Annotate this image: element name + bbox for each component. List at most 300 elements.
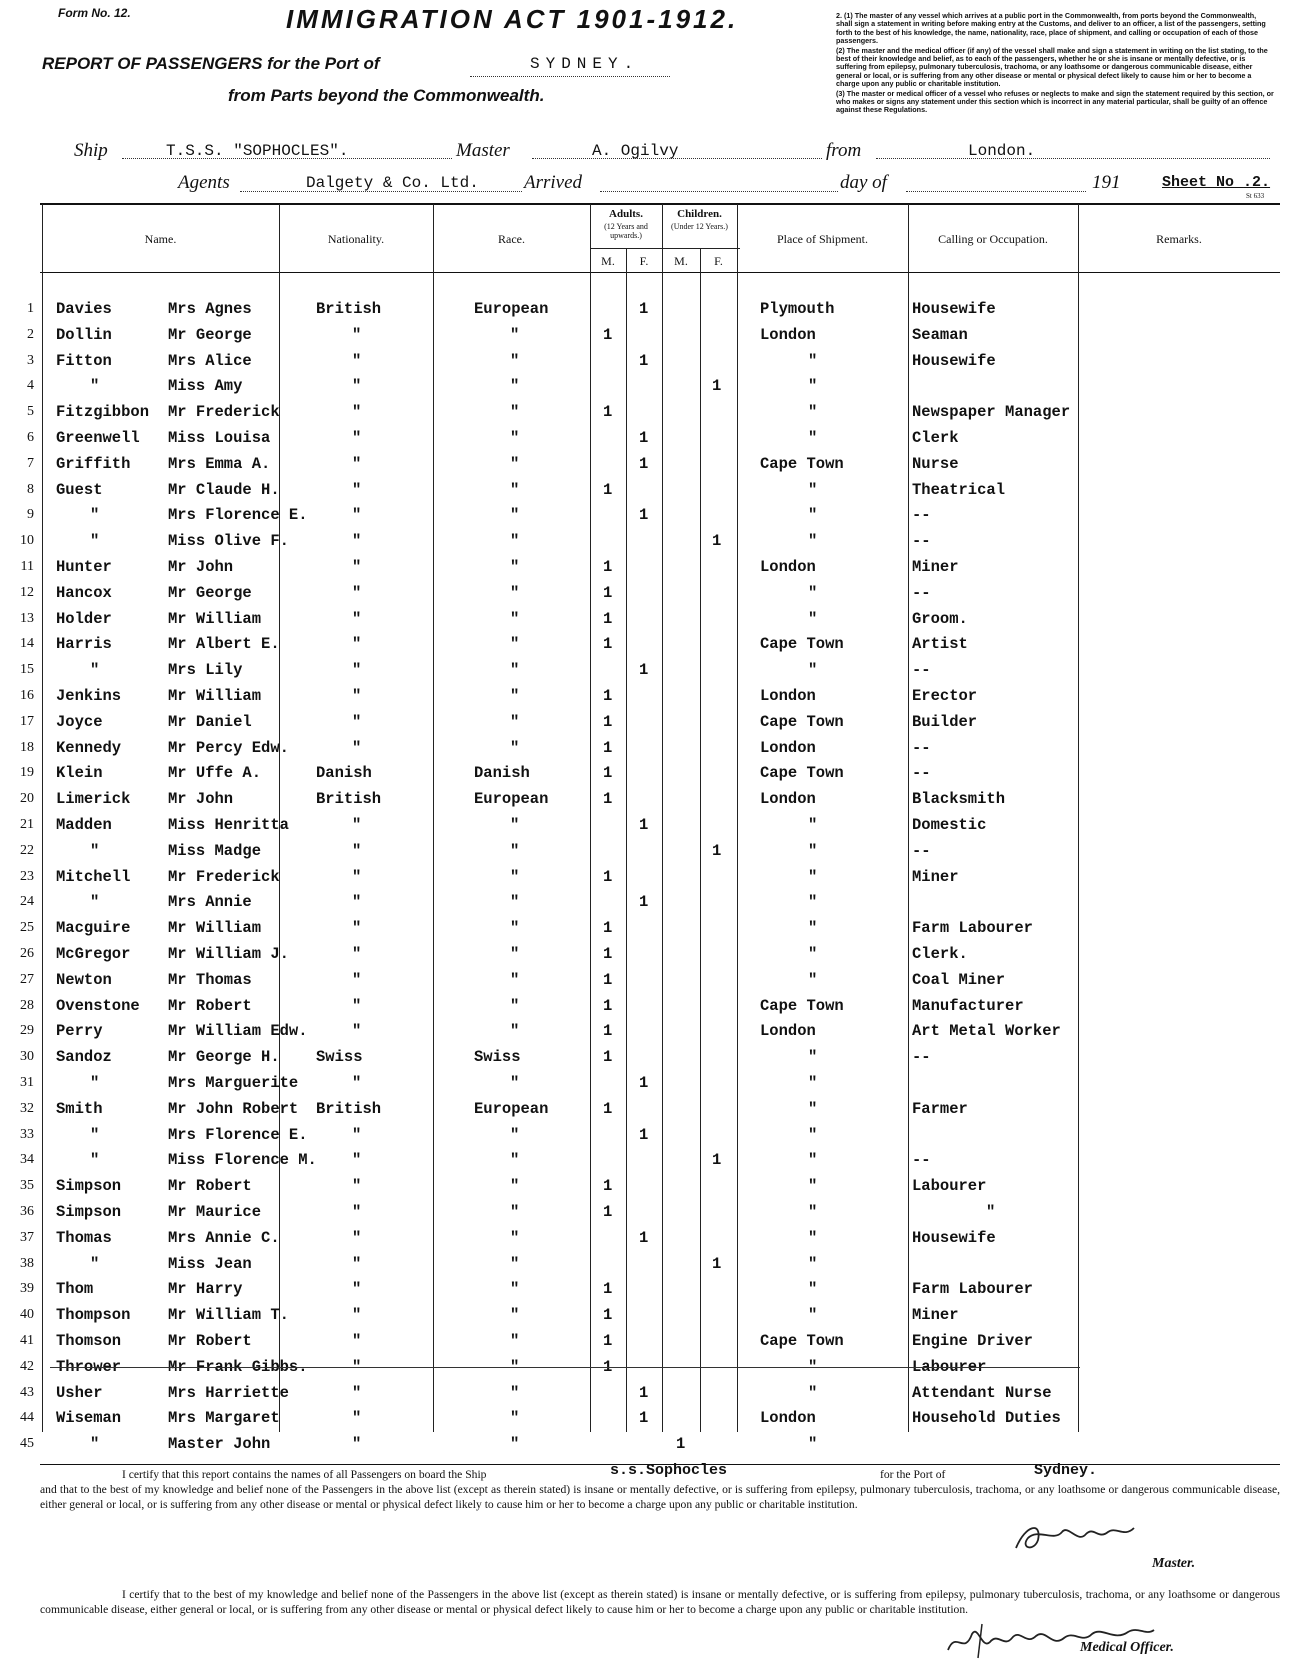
passenger-adult-female: 1 bbox=[639, 429, 649, 447]
passenger-nationality: " bbox=[352, 1074, 362, 1092]
passenger-given-name: Miss Amy bbox=[168, 377, 243, 396]
passenger-adult-male: 1 bbox=[603, 325, 613, 344]
passenger-surname: Fitton bbox=[56, 351, 112, 370]
passenger-occupation: Labourer bbox=[912, 1177, 987, 1196]
passenger-surname: Simpson bbox=[56, 1177, 122, 1196]
passenger-occupation: Domestic bbox=[912, 816, 987, 834]
passenger-surname: Hancox bbox=[56, 583, 112, 602]
passenger-place-of-shipment: London bbox=[760, 1022, 816, 1041]
table-row bbox=[0, 1122, 1294, 1147]
table-row bbox=[0, 451, 1294, 476]
passenger-place-of-shipment: " bbox=[808, 816, 818, 834]
passenger-adult-male: 1 bbox=[603, 1048, 613, 1067]
passenger-row-number: 22 bbox=[20, 842, 34, 858]
table-row bbox=[0, 1018, 1294, 1043]
table-row bbox=[0, 580, 1294, 605]
passenger-row-number: 1 bbox=[27, 301, 34, 316]
passenger-surname: Jenkins bbox=[56, 687, 122, 705]
passenger-given-name: Mr Harry bbox=[168, 1280, 243, 1299]
passenger-occupation: Coal Miner bbox=[912, 970, 1006, 989]
passenger-surname: Thompson bbox=[56, 1306, 131, 1325]
master-name: A. Ogilvy bbox=[592, 142, 679, 160]
from-label: from bbox=[826, 140, 862, 161]
passenger-race: " bbox=[510, 945, 520, 963]
passenger-nationality: " bbox=[352, 867, 362, 886]
passenger-child-female: 1 bbox=[712, 841, 722, 860]
passenger-row-number: 42 bbox=[20, 1358, 34, 1374]
passenger-given-name: Mrs Florence E. bbox=[168, 506, 308, 525]
sheet-number bbox=[1162, 174, 1270, 191]
passenger-surname: Thomson bbox=[56, 1332, 122, 1350]
passenger-row-number: 19 bbox=[20, 765, 34, 781]
passenger-race: " bbox=[510, 1409, 520, 1428]
passenger-surname: Mitchell bbox=[56, 867, 131, 886]
passenger-surname: Madden bbox=[56, 816, 112, 834]
table-row bbox=[0, 889, 1294, 914]
col-header-name: Name. bbox=[144, 232, 177, 246]
passenger-race: " bbox=[510, 609, 520, 628]
passenger-nationality: British bbox=[316, 1099, 382, 1118]
passenger-row-number: 26 bbox=[20, 946, 34, 961]
passenger-place-of-shipment: Cape Town bbox=[760, 454, 844, 473]
table-top-rule bbox=[40, 203, 1280, 205]
passenger-row-number: 13 bbox=[20, 610, 34, 626]
passenger-nationality: " bbox=[352, 841, 362, 860]
passenger-occupation: -- bbox=[912, 1048, 931, 1067]
passenger-adult-male: 1 bbox=[603, 687, 613, 705]
regulation-note-3: (3) The master or medical officer of a vessel who refuses or neglects to make and sign the statement required by this section, or who makes or signs any statement under this section which is incorrect in any material particular, shall be guilty of an offence against these Regulations. bbox=[836, 88, 1274, 115]
table-row bbox=[0, 554, 1294, 579]
passenger-race: " bbox=[510, 996, 520, 1015]
passenger-place-of-shipment: " bbox=[808, 377, 818, 396]
col-header-place: Place of Shipment. bbox=[777, 232, 868, 246]
passenger-adult-male: 1 bbox=[603, 738, 613, 757]
passenger-given-name: Miss Henritta bbox=[168, 816, 289, 834]
passenger-row-number: 32 bbox=[20, 1100, 34, 1116]
col-header-children-sub: (Under 12 Years.) bbox=[671, 222, 728, 231]
passenger-place-of-shipment: " bbox=[808, 480, 818, 499]
passenger-place-of-shipment: " bbox=[808, 351, 818, 370]
passenger-place-of-shipment: London bbox=[760, 738, 816, 757]
table-row bbox=[0, 1302, 1294, 1327]
passenger-race: " bbox=[510, 712, 520, 731]
passenger-nationality: " bbox=[352, 1409, 362, 1428]
table-row bbox=[0, 1044, 1294, 1069]
passenger-place-of-shipment: London bbox=[760, 790, 816, 809]
passenger-adult-male: 1 bbox=[603, 1280, 613, 1299]
passenger-place-of-shipment: " bbox=[808, 1099, 818, 1118]
passenger-surname: Fitzgibbon bbox=[56, 403, 150, 422]
passenger-occupation: -- bbox=[912, 583, 931, 602]
passenger-race: " bbox=[510, 480, 520, 499]
passenger-given-name: Mrs Marguerite bbox=[168, 1074, 299, 1092]
passenger-nationality: " bbox=[352, 1280, 362, 1299]
passenger-occupation: -- bbox=[912, 532, 931, 551]
passenger-adult-male: 1 bbox=[603, 919, 613, 938]
passenger-adult-male: 1 bbox=[603, 970, 613, 989]
passenger-nationality: " bbox=[352, 1254, 362, 1273]
passenger-occupation: Attendant Nurse bbox=[912, 1383, 1052, 1402]
passenger-place-of-shipment: " bbox=[808, 506, 818, 525]
passenger-occupation: Erector bbox=[912, 687, 978, 705]
table-row bbox=[0, 1354, 1294, 1379]
ship-label: Ship bbox=[74, 140, 108, 161]
passenger-given-name: Mr Daniel bbox=[168, 712, 252, 731]
passenger-nationality: " bbox=[352, 480, 362, 499]
passenger-adult-male: 1 bbox=[603, 945, 613, 963]
passenger-given-name: Mr Maurice bbox=[168, 1203, 262, 1221]
passenger-place-of-shipment: " bbox=[808, 1203, 818, 1221]
agents-name: Dalgety & Co. Ltd. bbox=[306, 174, 479, 192]
passenger-surname: Davies bbox=[56, 300, 112, 318]
passenger-given-name: Mr Robert bbox=[168, 1332, 252, 1350]
passenger-given-name: Mr John bbox=[168, 790, 234, 809]
passenger-occupation: Miner bbox=[912, 1306, 959, 1325]
agents-label: Agents bbox=[178, 172, 230, 193]
passenger-place-of-shipment: Cape Town bbox=[760, 764, 844, 783]
passenger-race: " bbox=[510, 687, 520, 705]
table-row bbox=[0, 786, 1294, 811]
passenger-row-number: 2 bbox=[27, 326, 34, 342]
passenger-race: European bbox=[474, 300, 549, 318]
passenger-nationality: " bbox=[352, 738, 362, 757]
passenger-nationality: " bbox=[352, 325, 362, 344]
regulation-note-1: 2. (1) The master of any vessel which arrives at a public port in the Commonwealth, from ports beyond the Commonwealth, shall sign a statement in writing before making entry at the Customs, and deliver to an officer, a list of the passengers, setting forth to the best of his knowledge, the name, nationality, race, place of shipment, and calling or occupation of each of those passengers. bbox=[836, 11, 1266, 46]
passenger-nationality: British bbox=[316, 300, 382, 318]
passenger-race: " bbox=[510, 841, 520, 860]
passenger-row-number: 3 bbox=[27, 352, 34, 368]
passenger-child-female: 1 bbox=[712, 1254, 722, 1273]
passenger-nationality: " bbox=[352, 1357, 362, 1376]
passenger-nationality: " bbox=[352, 1435, 362, 1454]
passenger-race: " bbox=[510, 1383, 520, 1402]
passenger-row-number: 20 bbox=[20, 791, 34, 807]
master-cert-part2: for the Port of bbox=[880, 1468, 946, 1481]
passenger-row-number: 11 bbox=[20, 559, 34, 574]
passenger-surname: " bbox=[90, 1125, 100, 1144]
passenger-occupation: Labourer bbox=[912, 1357, 987, 1376]
passenger-surname: Greenwell bbox=[56, 429, 140, 447]
table-row bbox=[0, 709, 1294, 734]
passenger-nationality: " bbox=[352, 1125, 362, 1144]
passenger-place-of-shipment: " bbox=[808, 1074, 818, 1092]
passenger-occupation: Farm Labourer bbox=[912, 919, 1033, 938]
passenger-race: " bbox=[510, 325, 520, 344]
passenger-row-number: 18 bbox=[20, 739, 34, 755]
table-row bbox=[0, 1251, 1294, 1276]
passenger-place-of-shipment: " bbox=[808, 1125, 818, 1144]
passenger-nationality: " bbox=[352, 558, 362, 576]
passenger-nationality: British bbox=[316, 790, 382, 809]
master-certification bbox=[40, 1462, 1280, 1512]
passenger-place-of-shipment: " bbox=[808, 661, 818, 680]
passenger-race: European bbox=[474, 790, 549, 809]
passenger-row-number: 25 bbox=[20, 920, 34, 936]
passenger-child-female: 1 bbox=[712, 1151, 722, 1170]
passenger-adult-female: 1 bbox=[639, 300, 649, 318]
col-header-child-m: M. bbox=[674, 254, 688, 268]
passenger-occupation: -- bbox=[912, 738, 931, 757]
passenger-given-name: Mr Frederick bbox=[168, 403, 280, 422]
table-row bbox=[0, 1199, 1294, 1224]
passenger-nationality: " bbox=[352, 996, 362, 1015]
col-header-adult-f: F. bbox=[639, 254, 649, 268]
passenger-race: " bbox=[510, 893, 520, 912]
passenger-place-of-shipment: " bbox=[808, 1177, 818, 1196]
passenger-place-of-shipment: " bbox=[808, 867, 818, 886]
passenger-place-of-shipment: " bbox=[808, 919, 818, 938]
passenger-occupation: -- bbox=[912, 1151, 931, 1170]
passenger-place-of-shipment: " bbox=[808, 1254, 818, 1273]
passenger-adult-female: 1 bbox=[639, 816, 649, 834]
passenger-place-of-shipment: Cape Town bbox=[760, 996, 844, 1015]
passenger-surname: Joyce bbox=[56, 712, 103, 731]
col-header-nationality: Nationality. bbox=[327, 232, 385, 246]
master-cert-part1: I certify that this report contains the names of all Passengers on board the Ship bbox=[122, 1468, 487, 1481]
passenger-given-name: Mr George bbox=[168, 325, 252, 344]
passenger-row-number: 33 bbox=[20, 1126, 34, 1142]
passenger-race: " bbox=[510, 1203, 520, 1221]
regulation-note-2: (2) The master and the medical officer (if any) of the vessel shall make and sign a statement in writing on the list stating, to the best of their knowledge and belief, as to each of the passengers, whether he or she is insane or mentally defective, or is suffering from epilepsy, pulmonary tuberculosis, trachoma, or any loathsome or dangerous communicable disease, either general or local, or is suffering from any other disease or mental or physical defect likely to cause him or her to become a charge upon any public or charitable institution. bbox=[836, 45, 1268, 89]
master-cert-part3: and that to the best of my knowledge and belief none of the Passengers in the above list (except as therein stated) is insane or mentally defective, or is suffering from epilepsy, pulmonary tuberculosis, trachoma, or any loathsome or dangerous communicable disease, either general or local, or is suffering from any other disease or mental or physical defect likely to cause him or her to become a charge upon any public or charitable institution. bbox=[40, 1483, 1280, 1511]
passenger-place-of-shipment: " bbox=[808, 1280, 818, 1299]
passenger-nationality: " bbox=[352, 403, 362, 422]
written-port: Sydney. bbox=[1034, 1462, 1098, 1479]
passenger-nationality: " bbox=[352, 687, 362, 705]
passenger-surname: Holder bbox=[56, 609, 112, 628]
passenger-given-name: Mr Frank Gibbs. bbox=[168, 1357, 308, 1376]
passenger-surname: Harris bbox=[56, 635, 112, 654]
passenger-race: " bbox=[510, 1332, 520, 1350]
passenger-place-of-shipment: " bbox=[808, 403, 818, 422]
passenger-race: " bbox=[510, 558, 520, 576]
passenger-occupation: Miner bbox=[912, 867, 959, 886]
passenger-given-name: Mr George H. bbox=[168, 1048, 280, 1067]
passenger-race: " bbox=[510, 1435, 520, 1454]
passenger-surname: Limerick bbox=[56, 790, 131, 809]
passenger-place-of-shipment: " bbox=[808, 1048, 818, 1067]
passenger-surname: " bbox=[90, 377, 100, 396]
passenger-nationality: " bbox=[352, 661, 362, 680]
passenger-occupation: Clerk bbox=[912, 429, 959, 447]
passenger-row-number: 45 bbox=[20, 1436, 34, 1452]
passenger-nationality: " bbox=[352, 583, 362, 602]
col-header-children: Children. bbox=[677, 208, 722, 220]
passenger-race: " bbox=[510, 1151, 520, 1170]
passenger-given-name: Mrs Margaret bbox=[168, 1409, 280, 1428]
passenger-given-name: Mr Frederick bbox=[168, 867, 280, 886]
passenger-adult-female: 1 bbox=[639, 661, 649, 680]
passenger-occupation: " bbox=[986, 1203, 996, 1221]
passenger-race: " bbox=[510, 919, 520, 938]
arrived-label: Arrived bbox=[524, 172, 583, 193]
passenger-surname: " bbox=[90, 893, 100, 912]
passenger-surname: " bbox=[90, 661, 100, 680]
from-port: London. bbox=[968, 142, 1036, 160]
passenger-occupation: Art Metal Worker bbox=[912, 1022, 1061, 1041]
medical-certification: I certify that to the best of my knowledge and belief none of the Passengers in the above list (except as therein stated) is insane or mentally defective, or is suffering from epilepsy, pulmonary tuberculosis, trachoma, or any loathsome or dangerous communicable disease, either general or local, or is suffering from any other disease or mental or physical defect likely to cause him or her to become a charge upon any public or charitable institution. bbox=[40, 1588, 1280, 1616]
passenger-race: " bbox=[510, 738, 520, 757]
passenger-given-name: Miss Louisa bbox=[168, 429, 271, 447]
table-row bbox=[0, 373, 1294, 398]
table-row bbox=[0, 399, 1294, 424]
table-row bbox=[0, 1380, 1294, 1405]
passenger-adult-female: 1 bbox=[639, 1409, 649, 1428]
passenger-race: " bbox=[510, 1022, 520, 1041]
passenger-surname: Usher bbox=[56, 1383, 103, 1402]
passenger-row-number: 16 bbox=[20, 688, 34, 703]
passenger-surname: " bbox=[90, 841, 100, 860]
passenger-row-number: 29 bbox=[20, 1023, 34, 1039]
passenger-row-number: 37 bbox=[20, 1229, 34, 1245]
passenger-adult-male: 1 bbox=[603, 996, 613, 1015]
passenger-occupation: Groom. bbox=[912, 609, 968, 628]
passenger-occupation: Blacksmith bbox=[912, 790, 1006, 809]
passenger-race: Danish bbox=[474, 764, 530, 783]
passenger-occupation: Housewife bbox=[912, 1228, 996, 1247]
passenger-nationality: " bbox=[352, 1151, 362, 1170]
passenger-adult-female: 1 bbox=[639, 1074, 649, 1092]
passenger-adult-male: 1 bbox=[603, 558, 613, 576]
regulation-notes bbox=[836, 12, 1274, 116]
passenger-surname: Kennedy bbox=[56, 738, 122, 757]
passenger-surname: Klein bbox=[56, 764, 103, 783]
table-row bbox=[0, 838, 1294, 863]
passenger-place-of-shipment: " bbox=[808, 1383, 818, 1402]
table-row bbox=[0, 322, 1294, 347]
table-row bbox=[0, 864, 1294, 889]
sheet-label: Sheet No bbox=[1162, 174, 1235, 191]
col-header-race: Race. bbox=[498, 232, 525, 246]
passenger-row-number: 9 bbox=[27, 507, 34, 523]
passenger-race: " bbox=[510, 532, 520, 551]
passenger-given-name: Mr Claude H. bbox=[168, 480, 280, 499]
passenger-surname: Macguire bbox=[56, 919, 131, 938]
passenger-adult-male: 1 bbox=[603, 635, 613, 654]
passenger-place-of-shipment: " bbox=[808, 609, 818, 628]
passenger-surname: Ovenstone bbox=[56, 996, 140, 1015]
written-ship: s.s.Sophocles bbox=[610, 1462, 728, 1479]
passenger-row-number: 38 bbox=[20, 1255, 34, 1271]
passenger-place-of-shipment: " bbox=[808, 1435, 818, 1454]
passenger-occupation: Theatrical bbox=[912, 480, 1006, 499]
report-title: REPORT OF PASSENGERS for the Port of bbox=[42, 54, 380, 73]
passenger-race: " bbox=[510, 1357, 520, 1376]
passenger-race: " bbox=[510, 1177, 520, 1196]
passenger-nationality: " bbox=[352, 1228, 362, 1247]
passenger-race: " bbox=[510, 1125, 520, 1144]
passenger-race: " bbox=[510, 429, 520, 447]
passenger-given-name: Mrs Florence E. bbox=[168, 1125, 308, 1144]
table-row bbox=[0, 1173, 1294, 1198]
passenger-race: " bbox=[510, 1280, 520, 1299]
passenger-nationality: " bbox=[352, 454, 362, 473]
passenger-adult-female: 1 bbox=[639, 1125, 649, 1144]
act-title: IMMIGRATION ACT 1901-1912. bbox=[286, 4, 739, 34]
passenger-given-name: Mr Robert bbox=[168, 1177, 252, 1196]
passenger-given-name: Mr William bbox=[168, 609, 262, 628]
table-row bbox=[0, 348, 1294, 373]
passenger-surname: Hunter bbox=[56, 558, 112, 576]
passenger-adult-male: 1 bbox=[603, 790, 613, 809]
passenger-adult-male: 1 bbox=[603, 609, 613, 628]
passenger-adult-male: 1 bbox=[603, 712, 613, 731]
passenger-given-name: Mr William bbox=[168, 919, 262, 938]
passenger-place-of-shipment: " bbox=[808, 1357, 818, 1376]
passenger-given-name: Mr William J. bbox=[168, 945, 289, 963]
table-row bbox=[0, 631, 1294, 656]
passenger-place-of-shipment: " bbox=[808, 583, 818, 602]
master-signature bbox=[1008, 1518, 1158, 1560]
sheet-code: St 633 bbox=[1246, 192, 1265, 200]
passenger-row-number: 34 bbox=[20, 1152, 34, 1168]
table-row bbox=[0, 993, 1294, 1018]
passenger-adult-female: 1 bbox=[639, 454, 649, 473]
passenger-race: " bbox=[510, 970, 520, 989]
passenger-row-number: 7 bbox=[27, 455, 34, 471]
strikethrough-line bbox=[50, 1367, 1080, 1368]
passenger-row-number: 15 bbox=[20, 662, 34, 678]
passenger-place-of-shipment: " bbox=[808, 1228, 818, 1247]
table-row bbox=[0, 1405, 1294, 1430]
table-row bbox=[0, 1276, 1294, 1301]
passenger-race: " bbox=[510, 506, 520, 525]
passenger-nationality: " bbox=[352, 816, 362, 834]
passenger-occupation: Engine Driver bbox=[912, 1332, 1033, 1350]
passenger-row-number: 39 bbox=[20, 1281, 34, 1297]
passenger-given-name: Mr Robert bbox=[168, 996, 252, 1015]
passenger-nationality: " bbox=[352, 635, 362, 654]
table-row bbox=[0, 735, 1294, 760]
passenger-surname: " bbox=[90, 1254, 100, 1273]
passenger-race: " bbox=[510, 1306, 520, 1325]
passenger-surname: Thrower bbox=[56, 1357, 122, 1376]
passenger-given-name: Mr John Robert bbox=[168, 1099, 299, 1118]
passenger-adult-female: 1 bbox=[639, 506, 649, 525]
passenger-nationality: " bbox=[352, 1203, 362, 1221]
passenger-race: Swiss bbox=[474, 1048, 521, 1067]
master-title: Master. bbox=[1152, 1556, 1196, 1571]
passenger-race: " bbox=[510, 635, 520, 654]
arrived-underline bbox=[600, 191, 838, 192]
passenger-place-of-shipment: " bbox=[808, 893, 818, 912]
passenger-given-name: Mr Uffe A. bbox=[168, 764, 262, 783]
passenger-surname: Wiseman bbox=[56, 1409, 122, 1428]
passenger-given-name: Mrs Annie bbox=[168, 893, 252, 912]
passenger-adult-male: 1 bbox=[603, 1357, 613, 1376]
passenger-place-of-shipment: " bbox=[808, 532, 818, 551]
passenger-given-name: Mr William Edw. bbox=[168, 1022, 308, 1041]
passenger-place-of-shipment: London bbox=[760, 687, 816, 705]
passenger-race: " bbox=[510, 377, 520, 396]
passenger-occupation: Farmer bbox=[912, 1099, 968, 1118]
passenger-given-name: Mr John bbox=[168, 558, 234, 576]
passenger-place-of-shipment: " bbox=[808, 945, 818, 963]
day-of-label: day of bbox=[840, 172, 887, 193]
table-row bbox=[0, 1070, 1294, 1095]
passenger-nationality: " bbox=[352, 1383, 362, 1402]
passenger-given-name: Mr George bbox=[168, 583, 252, 602]
medical-officer-title: Medical Officer. bbox=[1080, 1640, 1174, 1655]
passenger-race: " bbox=[510, 583, 520, 602]
passenger-adult-female: 1 bbox=[639, 893, 649, 912]
passenger-adult-male: 1 bbox=[603, 1177, 613, 1196]
passenger-given-name: Mrs Lily bbox=[168, 661, 243, 680]
passenger-race: " bbox=[510, 867, 520, 886]
table-row bbox=[0, 1328, 1294, 1353]
passenger-given-name: Mrs Harriette bbox=[168, 1383, 289, 1402]
passenger-place-of-shipment: London bbox=[760, 558, 816, 576]
